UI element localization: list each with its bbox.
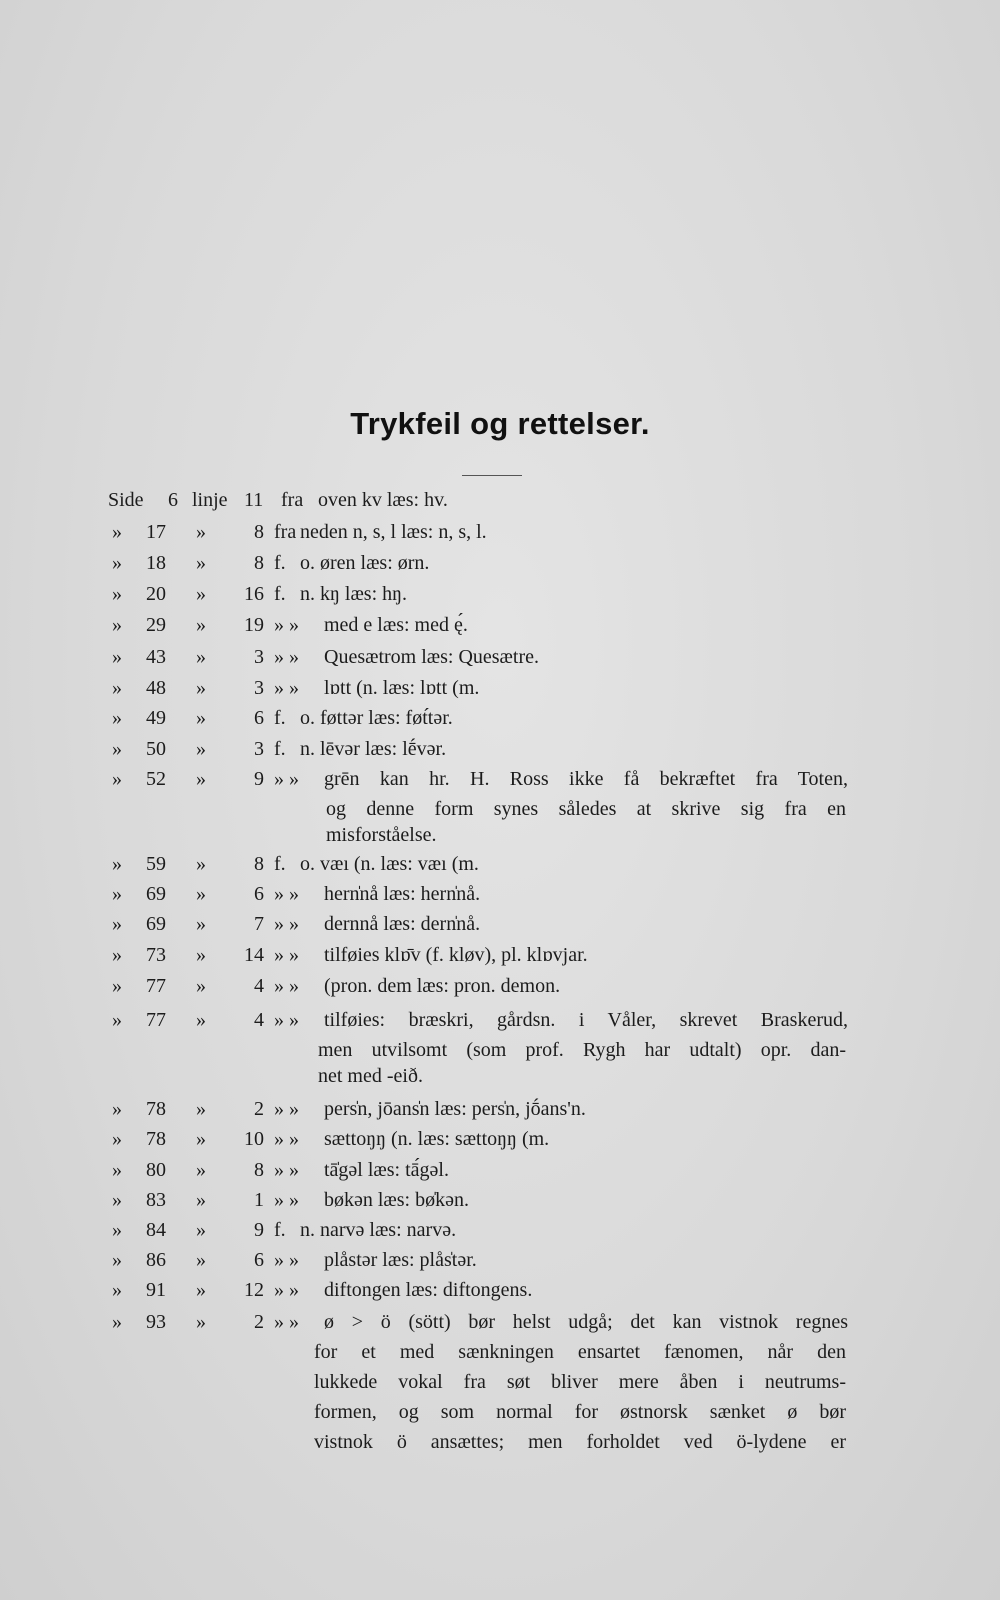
ditto-mark: » xyxy=(196,768,206,790)
line-label: linje xyxy=(192,489,228,511)
ditto-mark: » xyxy=(112,883,122,905)
line-number: 4 xyxy=(254,975,264,997)
ditto-mark: » xyxy=(196,853,206,875)
page-number: 91 xyxy=(146,1279,166,1301)
side-label: Side xyxy=(108,489,144,511)
ditto-mark: » xyxy=(196,975,206,997)
page-title: Trykfeil og rettelser. xyxy=(350,406,650,441)
errata-row xyxy=(0,1340,1000,1366)
ditto-mark: » xyxy=(112,677,122,699)
page-number: 69 xyxy=(146,883,166,905)
errata-row xyxy=(0,676,1000,702)
line-number: 9 xyxy=(254,1219,264,1241)
direction: » » xyxy=(274,614,299,636)
errata-row xyxy=(0,1310,1000,1336)
line-number: 16 xyxy=(244,583,264,605)
correction-text: bøkən læs: bø̍kən. xyxy=(324,1189,469,1211)
line-number: 6 xyxy=(254,883,264,905)
correction-text: dernnå læs: dern̍nå. xyxy=(324,913,481,935)
page-number: 52 xyxy=(146,768,166,790)
page-number: 93 xyxy=(146,1311,166,1333)
correction-text-continued: net med -eið. xyxy=(318,1065,423,1087)
ditto-mark: » xyxy=(196,913,206,935)
page-number: 29 xyxy=(146,614,166,636)
page-number: 77 xyxy=(146,1009,166,1031)
ditto-mark: » xyxy=(196,1249,206,1271)
direction: » » xyxy=(274,913,299,935)
line-number: 10 xyxy=(244,1128,264,1150)
ditto-mark: » xyxy=(196,552,206,574)
ditto-mark: » xyxy=(196,521,206,543)
ditto-mark: » xyxy=(196,1279,206,1301)
errata-row xyxy=(0,1370,1000,1396)
line-number: 4 xyxy=(254,1009,264,1031)
page-number: 77 xyxy=(146,975,166,997)
correction-text: neden n, s, l læs: n, s, l. xyxy=(300,521,487,543)
ditto-mark: » xyxy=(112,646,122,668)
page-number: 73 xyxy=(146,944,166,966)
line-number: 2 xyxy=(254,1098,264,1120)
direction: f. xyxy=(274,1219,286,1241)
errata-row xyxy=(0,1278,1000,1304)
direction: » » xyxy=(274,1189,299,1211)
ditto-mark: » xyxy=(112,944,122,966)
ditto-mark: » xyxy=(112,1219,122,1241)
errata-row xyxy=(0,1430,1000,1456)
line-number: 8 xyxy=(254,552,264,574)
ditto-mark: » xyxy=(196,1159,206,1181)
ditto-mark: » xyxy=(112,913,122,935)
ditto-mark: » xyxy=(112,1159,122,1181)
direction: » » xyxy=(274,1249,299,1271)
ditto-mark: » xyxy=(196,883,206,905)
errata-row xyxy=(0,912,1000,938)
direction: » » xyxy=(274,646,299,668)
correction-text: Quesætrom læs: Quesætre. xyxy=(324,646,539,668)
ditto-mark: » xyxy=(196,1128,206,1150)
line-number: 8 xyxy=(254,521,264,543)
page-number: 48 xyxy=(146,677,166,699)
correction-text: ø > ö (sött) bør helst udgå; det kan vistnok regnes xyxy=(324,1311,848,1333)
ditto-mark: » xyxy=(196,677,206,699)
ditto-mark: » xyxy=(112,1098,122,1120)
correction-text: tilføies klɒ̄v (f. kløv), pl. klɒvjar. xyxy=(324,944,588,966)
page-number: 59 xyxy=(146,853,166,875)
errata-row xyxy=(0,582,1000,608)
correction-text: n. kŋ læs: hŋ. xyxy=(300,583,408,605)
correction-text: grēn kan hr. H. Ross ikke få bekræftet fra Toten, xyxy=(324,768,848,790)
title-divider xyxy=(462,475,522,476)
page-number: 78 xyxy=(146,1128,166,1150)
ditto-mark: » xyxy=(112,768,122,790)
errata-row xyxy=(0,1064,1000,1090)
direction: » » xyxy=(274,1159,299,1181)
line-number: 6 xyxy=(254,707,264,729)
errata-row xyxy=(0,797,1000,823)
errata-row xyxy=(0,1218,1000,1244)
correction-text-continued: formen, og som normal for østnorsk sænket ø bør xyxy=(314,1401,846,1423)
direction: f. xyxy=(274,583,286,605)
ditto-mark: » xyxy=(112,1279,122,1301)
ditto-mark: » xyxy=(196,1311,206,1333)
direction: » » xyxy=(274,1009,299,1031)
ditto-mark: » xyxy=(112,707,122,729)
ditto-mark: » xyxy=(196,738,206,760)
correction-text: plåstər læs: plås̍tər. xyxy=(324,1249,477,1271)
errata-row xyxy=(0,1127,1000,1153)
correction-text: o. øren læs: ørn. xyxy=(300,552,430,574)
correction-text: diftongen læs: diftongens. xyxy=(324,1279,533,1301)
correction-text: (pron. dem læs: pron. demon. xyxy=(324,975,561,997)
errata-row xyxy=(0,613,1000,639)
direction: fra xyxy=(281,489,304,511)
correction-text-continued: men utvilsomt (som prof. Rygh har udtalt) opr. dan- xyxy=(318,1039,846,1061)
line-number: 3 xyxy=(254,738,264,760)
ditto-mark: » xyxy=(112,975,122,997)
correction-text-continued: og denne form synes således at skrive sig fra en xyxy=(326,798,846,820)
ditto-mark: » xyxy=(112,738,122,760)
correction-text: n. narvə læs: narvə. xyxy=(300,1219,457,1241)
errata-row xyxy=(0,645,1000,671)
line-number: 8 xyxy=(254,1159,264,1181)
line-number: 3 xyxy=(254,646,264,668)
errata-row xyxy=(0,882,1000,908)
errata-row xyxy=(0,767,1000,793)
errata-row xyxy=(0,823,1000,849)
ditto-mark: » xyxy=(196,1098,206,1120)
page-number: 86 xyxy=(146,1249,166,1271)
ditto-mark: » xyxy=(196,1219,206,1241)
ditto-mark: » xyxy=(196,944,206,966)
errata-row xyxy=(0,520,1000,546)
line-number: 3 xyxy=(254,677,264,699)
direction: f. xyxy=(274,853,286,875)
correction-text: n. lēvər læs: lḗvər. xyxy=(300,738,447,760)
direction: » » xyxy=(274,1279,299,1301)
page-number: 20 xyxy=(146,583,166,605)
direction: » » xyxy=(274,677,299,699)
errata-row xyxy=(0,1097,1000,1123)
errata-row xyxy=(0,943,1000,969)
ditto-mark: » xyxy=(196,614,206,636)
ditto-mark: » xyxy=(112,614,122,636)
page-number: 84 xyxy=(146,1219,166,1241)
direction: fra xyxy=(274,521,297,543)
direction: f. xyxy=(274,552,286,574)
correction-text: tilføies: bræskri, gårdsn. i Våler, skrevet Braskerud, xyxy=(324,1009,848,1031)
direction: » » xyxy=(274,944,299,966)
correction-text: o. væı (n. læs: væı (m. xyxy=(300,853,479,875)
line-number: 8 xyxy=(254,853,264,875)
ditto-mark: » xyxy=(196,646,206,668)
ditto-mark: » xyxy=(112,1128,122,1150)
page-number: 69 xyxy=(146,913,166,935)
correction-text-continued: for et med sænkningen ensartet fænomen, når den xyxy=(314,1341,846,1363)
errata-row xyxy=(0,1248,1000,1274)
page-number: 80 xyxy=(146,1159,166,1181)
correction-text: tā̍gəl læs: tā́gəl. xyxy=(324,1159,449,1181)
line-number: 7 xyxy=(254,913,264,935)
ditto-mark: » xyxy=(112,1311,122,1333)
ditto-mark: » xyxy=(196,583,206,605)
page-number: 50 xyxy=(146,738,166,760)
correction-text-continued: misforståelse. xyxy=(326,824,437,846)
direction: » » xyxy=(274,1311,299,1333)
errata-row xyxy=(0,488,1000,514)
correction-text: lɒtt (n. læs: lɒtt (m. xyxy=(324,677,480,699)
page-number: 83 xyxy=(146,1189,166,1211)
errata-row xyxy=(0,1038,1000,1064)
correction-text-continued: vistnok ö ansættes; men forholdet ved ö-lydene er xyxy=(314,1431,846,1453)
page-number: 6 xyxy=(168,489,178,511)
line-number: 14 xyxy=(244,944,264,966)
correction-text: hern̍nå læs: hern̍nå. xyxy=(324,883,481,905)
errata-row xyxy=(0,852,1000,878)
line-number: 6 xyxy=(254,1249,264,1271)
page-number: 49 xyxy=(146,707,166,729)
ditto-mark: » xyxy=(196,707,206,729)
errata-row xyxy=(0,1188,1000,1214)
errata-row xyxy=(0,706,1000,732)
errata-row xyxy=(0,1158,1000,1184)
correction-text: pers̍n, jōans̍n læs: pers̍n, jṓans'n. xyxy=(324,1098,586,1120)
ditto-mark: » xyxy=(112,583,122,605)
direction: » » xyxy=(274,1098,299,1120)
ditto-mark: » xyxy=(112,521,122,543)
ditto-mark: » xyxy=(112,1249,122,1271)
direction: » » xyxy=(274,975,299,997)
correction-text-continued: lukkede vokal fra søt bliver mere åben i neutrums- xyxy=(314,1371,846,1393)
line-number: 12 xyxy=(244,1279,264,1301)
line-number: 1 xyxy=(254,1189,264,1211)
page-number: 43 xyxy=(146,646,166,668)
errata-row xyxy=(0,1008,1000,1034)
page-number: 18 xyxy=(146,552,166,574)
errata-row xyxy=(0,974,1000,1000)
direction: » » xyxy=(274,768,299,790)
errata-row xyxy=(0,737,1000,763)
ditto-mark: » xyxy=(112,1189,122,1211)
line-number: 11 xyxy=(244,489,264,511)
correction-text: med e læs: med ę́. xyxy=(324,614,468,636)
direction: f. xyxy=(274,738,286,760)
errata-row xyxy=(0,551,1000,577)
correction-text: sættoŋŋ (n. læs: sættoŋŋ (m. xyxy=(324,1128,550,1150)
line-number: 19 xyxy=(244,614,264,636)
ditto-mark: » xyxy=(112,853,122,875)
ditto-mark: » xyxy=(112,552,122,574)
page-number: 17 xyxy=(146,521,166,543)
ditto-mark: » xyxy=(196,1009,206,1031)
direction: » » xyxy=(274,1128,299,1150)
errata-row xyxy=(0,1400,1000,1426)
ditto-mark: » xyxy=(196,1189,206,1211)
correction-text: o. føttər læs: føt́tər. xyxy=(300,707,453,729)
line-number: 2 xyxy=(254,1311,264,1333)
page-number: 78 xyxy=(146,1098,166,1120)
correction-text: oven kv læs: hv. xyxy=(318,489,448,511)
direction: » » xyxy=(274,883,299,905)
line-number: 9 xyxy=(254,768,264,790)
direction: f. xyxy=(274,707,286,729)
ditto-mark: » xyxy=(112,1009,122,1031)
